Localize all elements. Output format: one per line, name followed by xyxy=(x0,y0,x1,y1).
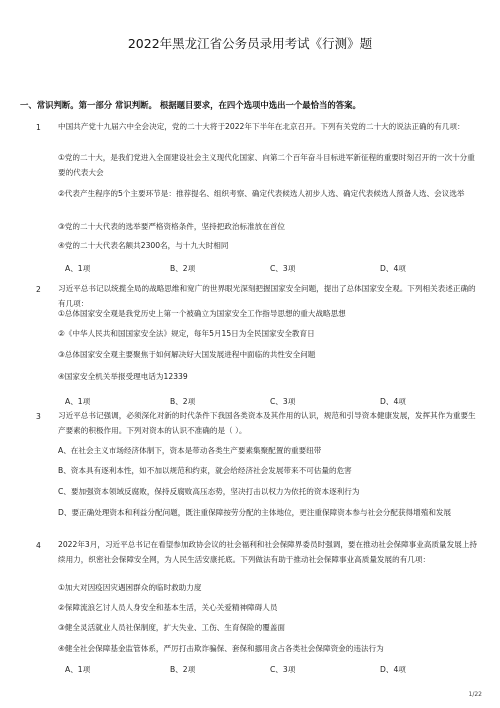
page-indicator: 1/22 xyxy=(468,691,482,698)
choice-d[interactable]: D、4项 xyxy=(380,397,406,406)
choice-a[interactable]: A、1项 xyxy=(65,665,91,674)
statement-item: ①加大对因疫因灾遇困群众的临时救助力度 xyxy=(58,583,202,592)
statement-item: ②代表产生程序的5个主要环节是：推荐提名、组织考察、确定代表候选人初步人选、确定代表候选人预备人选、会议选举 xyxy=(58,189,465,198)
question-stem: 习近平总书记以统揽全局的战略思维和宽广的世界眼光深刻把握国家安全问题，提出了总体国家安全观。下列相关表述正确的有几项： xyxy=(58,284,476,308)
choice-c[interactable]: C、3项 xyxy=(270,264,296,273)
statement-item: ④党的二十大代表名额共2300名，与十九大时相同 xyxy=(58,241,229,250)
statement-item: ①党的二十大，是我们党进入全面建设社会主义现代化国家、向第二个百年奋斗目标进军新征程的重要时刻召开的一次十分重要的代表大会 xyxy=(58,153,475,177)
statement-item: ②保障流浪乞讨人员人身安全和基本生活，关心关爱精神障碍人员 xyxy=(58,603,278,612)
answer-option-c[interactable]: C、要加强资本领域反腐败，保持反腐败高压态势，坚决打击以权力为依托的资本逐利行为 xyxy=(58,487,360,496)
answer-option-b[interactable]: B、资本具有逐利本性，如不加以规范和约束，就会给经济社会发展带来不可估量的危害 xyxy=(58,466,352,475)
choice-b[interactable]: B、2项 xyxy=(170,665,196,674)
question-number: 2 xyxy=(36,285,41,294)
question-stem: 中国共产党十九届六中全会决定，党的二十大将于2022年下半年在北京召开。下列有关党的二十大的说法正确的有几项： xyxy=(58,122,465,131)
choice-d[interactable]: D、4项 xyxy=(380,665,406,674)
choice-c[interactable]: C、3项 xyxy=(270,665,296,674)
statement-item: ④国家安全机关举报受理电话为12339 xyxy=(58,372,188,381)
question-stem: 习近平总书记强调，必须深化对新的时代条件下我国各类资本及其作用的认识，规范和引导资本健康发展，发挥其作为重要生产要素的积极作用。下列对资本的认识不准确的是（ ）。 xyxy=(58,411,476,435)
choice-b[interactable]: B、2项 xyxy=(170,397,196,406)
question-number: 4 xyxy=(36,541,41,550)
document-title: 2022年黑龙江省公务员录用考试《行测》题 xyxy=(127,36,373,51)
question-number: 1 xyxy=(36,123,41,132)
choice-a[interactable]: A、1项 xyxy=(65,264,91,273)
question-stem: 2022年3月，习近平总书记在看望参加政协会议的社会福利和社会保障界委员时强调，要在推动社会保障事业高质量发展上持续用力，织密社会保障安全网，为人民生活安康托底。下列做法有助于推动社会保障事业高质量发展的有几项： xyxy=(58,540,478,564)
statement-item: ①总体国家安全观是我党历史上第一个被确立为国家安全工作指导思想的重大战略思想 xyxy=(58,309,346,318)
statement-item: ④健全社会保障基金监管体系，严厉打击欺诈骗保、套保和挪用贪占各类社会保障资金的违法行为 xyxy=(58,644,384,653)
question-number: 3 xyxy=(36,412,41,421)
choice-b[interactable]: B、2项 xyxy=(170,264,196,273)
answer-option-d[interactable]: D、要正确处理资本和利益分配问题，既注重保障按劳分配的主体地位，更注重保障资本参与社会分配获得增殖和发展 xyxy=(58,508,452,517)
choice-a[interactable]: A、1项 xyxy=(65,397,91,406)
statement-item: ③总体国家安全观主要聚焦于如何解决好大国发展进程中面临的共性安全问题 xyxy=(58,350,316,359)
section-heading: 一、常识判断。第一部分 常识判断。 根据题目要求，在四个选项中选出一个最恰当的答案。 xyxy=(20,100,361,110)
statement-item: ③党的二十大代表的选举要严格资格条件，坚持把政治标准放在首位 xyxy=(58,222,286,231)
statement-item: ③健全灵活就业人员社保制度，扩大失业、工伤、生育保险的覆盖面 xyxy=(58,623,286,632)
choice-d[interactable]: D、4项 xyxy=(380,264,406,273)
choice-c[interactable]: C、3项 xyxy=(270,397,296,406)
statement-item: ②《中华人民共和国国家安全法》规定，每年5月15日为全民国家安全教育日 xyxy=(58,329,315,338)
answer-option-a[interactable]: A、在社会主义市场经济体制下，资本是带动各类生产要素集聚配置的重要纽带 xyxy=(58,446,322,455)
